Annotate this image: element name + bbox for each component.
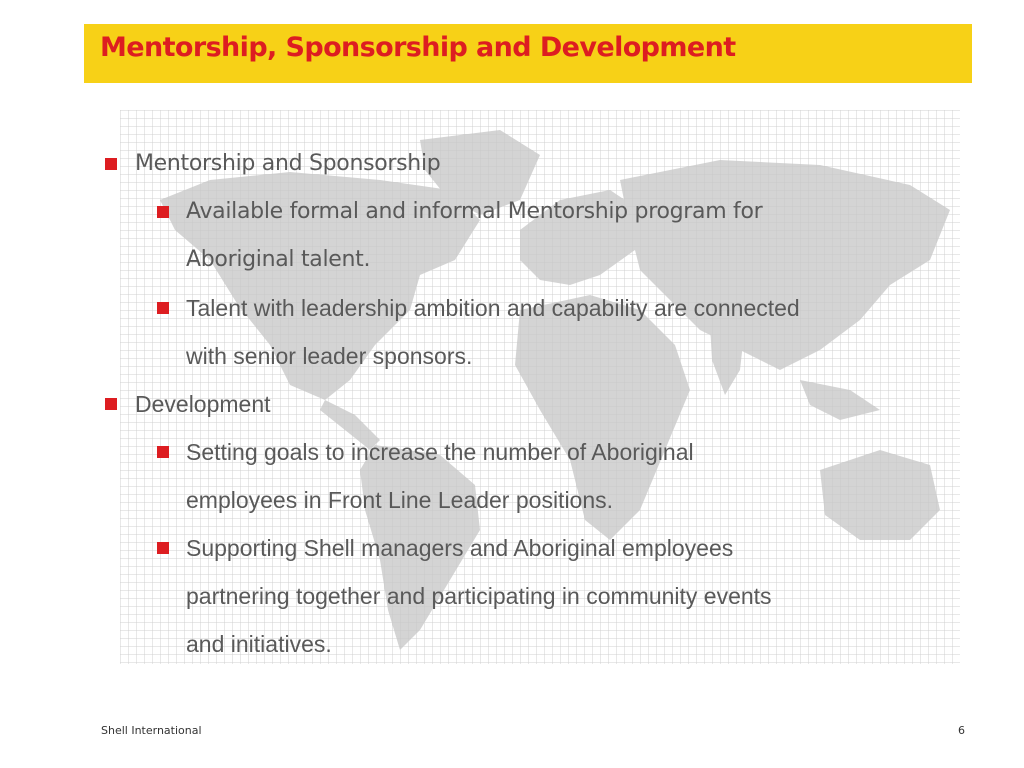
slide-body — [100, 140, 960, 668]
bullet-item — [100, 140, 960, 188]
sub-bullet-text: Setting goals to increase the number of Aboriginal — [186, 439, 694, 465]
bullet-square-icon — [157, 542, 169, 554]
sub-bullet-text: Talent with leadership ambition and capability are connected — [186, 295, 800, 321]
bullet-square-icon — [105, 158, 117, 170]
sub-bullet-item — [100, 428, 960, 476]
slide-title: Mentorship, Sponsorship and Development — [100, 32, 736, 63]
sub-bullet-text: employees in Front Line Leader positions. — [186, 487, 614, 513]
sub-bullet-text: Aboriginal talent. — [186, 247, 371, 272]
sub-bullet-text: Supporting Shell managers and Aboriginal employees — [186, 535, 734, 561]
sub-bullet-item — [100, 188, 960, 236]
bullet-square-icon — [157, 206, 169, 218]
bullet-square-icon — [105, 398, 117, 410]
bullet-text: Development — [135, 391, 271, 417]
page-number: 6 — [958, 724, 965, 737]
sub-bullet-text: and initiatives. — [186, 631, 332, 657]
sub-bullet-text: Available formal and informal Mentorship program for — [186, 199, 763, 224]
sub-bullet-text: partnering together and participating in community events — [186, 583, 772, 609]
sub-bullet-continuation — [100, 476, 960, 524]
sub-bullet-continuation — [100, 332, 960, 380]
title-bar — [84, 24, 972, 83]
sub-bullet-continuation — [100, 620, 960, 668]
sub-bullet-item — [100, 524, 960, 572]
bullet-text: Mentorship and Sponsorship — [135, 151, 441, 176]
footer-company: Shell International — [101, 724, 202, 737]
bullet-square-icon — [157, 302, 169, 314]
sub-bullet-text: with senior leader sponsors. — [186, 343, 473, 369]
sub-bullet-item — [100, 284, 960, 332]
sub-bullet-continuation — [100, 236, 960, 284]
bullet-item — [100, 380, 960, 428]
bullet-square-icon — [157, 446, 169, 458]
sub-bullet-continuation — [100, 572, 960, 620]
